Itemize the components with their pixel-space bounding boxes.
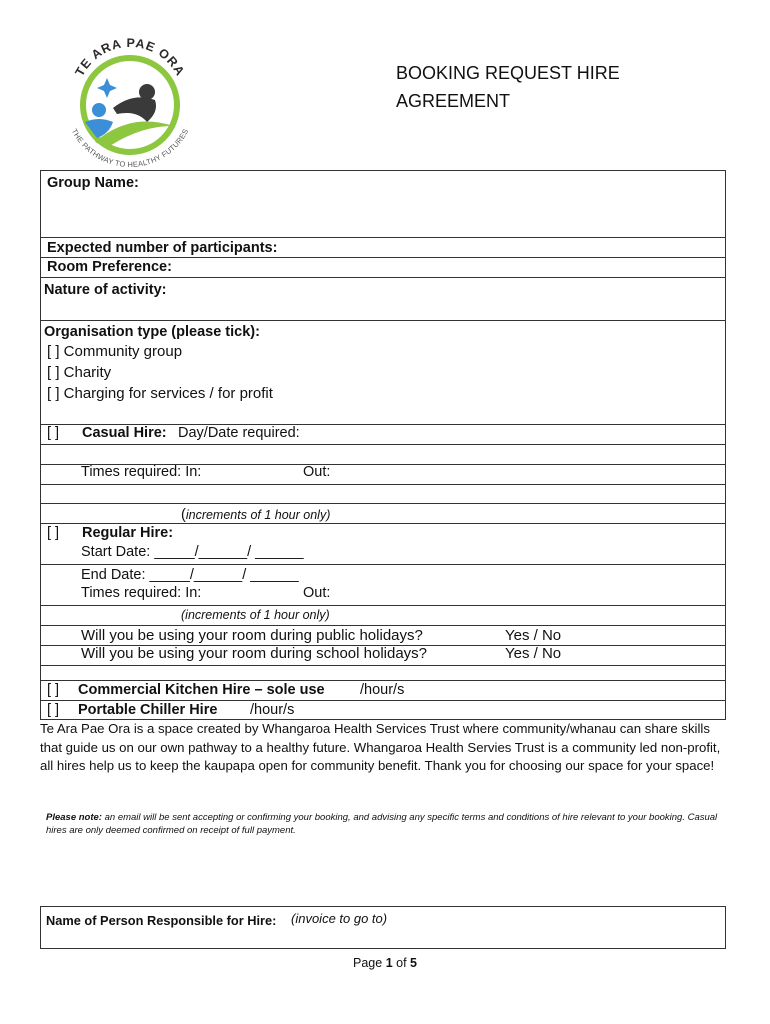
chiller-hire-rate: /hour/s [250, 702, 295, 718]
kitchen-hire-label: Commercial Kitchen Hire – sole use [78, 682, 325, 698]
te-ara-pae-ora-logo [55, 30, 205, 170]
kitchen-hire-checkbox[interactable]: [ ] [47, 682, 60, 698]
row-divider [40, 237, 726, 238]
end-date-field[interactable]: End Date: _____/______/ ______ [81, 567, 299, 583]
figure-head-blue [92, 103, 106, 117]
logo-arc-top: TE ARA PAE ORA [72, 35, 188, 79]
regular-hire-label: Regular Hire: [82, 525, 174, 541]
casual-times-out-label: Out: [303, 464, 331, 480]
casual-hire-label: Casual Hire: [82, 425, 167, 441]
participants-label: Expected number of participants: [47, 240, 278, 256]
figure-body-dark [113, 97, 156, 122]
nature-of-activity-label: Nature of activity: [44, 282, 167, 298]
casual-hire-checkbox[interactable]: [ ] [47, 425, 60, 441]
school-holidays-question: Will you be using your room during school holidays? [81, 645, 428, 662]
casual-times-in-label: Times required: In: [81, 464, 202, 480]
group-name-label: Group Name: [47, 175, 139, 191]
row-divider [40, 503, 726, 504]
school-holidays-yes-no[interactable]: Yes / No [505, 645, 562, 662]
casual-increments-note: (increments of 1 hour only) [181, 507, 331, 523]
kitchen-hire-rate: /hour/s [360, 682, 405, 698]
chiller-hire-checkbox[interactable]: [ ] [47, 702, 60, 718]
row-divider [40, 320, 726, 321]
star-icon [97, 78, 117, 98]
regular-increments-note: (increments of 1 hour only) [181, 608, 330, 622]
logo-arc-bottom: THE PATHWAY TO HEALTHY FUTURES [69, 127, 191, 170]
regular-times-out-label: Out: [303, 585, 331, 601]
row-divider [40, 665, 726, 666]
row-divider [40, 625, 726, 626]
page-footer: Page 1 of 5 [353, 956, 417, 970]
organisation-type-label: Organisation type (please tick): [44, 324, 260, 340]
room-preference-label: Room Preference: [47, 259, 172, 275]
start-date-field[interactable]: Start Date: _____/______/ ______ [81, 544, 304, 560]
invoice-hint: (invoice to go to) [291, 911, 388, 926]
casual-day-date-label: Day/Date required: [178, 425, 300, 441]
row-divider [40, 605, 726, 606]
row-divider [40, 444, 726, 445]
public-holidays-yes-no[interactable]: Yes / No [505, 627, 562, 644]
row-divider [40, 564, 726, 565]
org-option-charity[interactable]: [ ] Charity [47, 364, 112, 381]
responsible-person-label: Name of Person Responsible for Hire: [46, 913, 277, 928]
row-divider [40, 484, 726, 485]
about-paragraph: Te Ara Pae Ora is a space created by Whangaroa Health Services Trust where community/whanau can share skills that guide us on our own pathway to a healthy future. Whangaroa Health Servies Trust is a community led non-profit, all hires help us to keep the kaupapa open for community benefit. Thank you for choosing our space for your space! [40, 721, 721, 773]
row-divider [40, 277, 726, 278]
please-note: Please note: an email will be sent accepting or confirming your booking, and advising any specific terms and conditions of hire relevant to your booking. Casual hires are only deemed confirmed on receipt of full payment. [46, 812, 718, 836]
document-title-line1: BOOKING REQUEST HIRE [396, 63, 620, 83]
public-holidays-question: Will you be using your room during public holidays? [81, 627, 423, 644]
org-option-profit[interactable]: [ ] Charging for services / for profit [47, 385, 273, 402]
regular-hire-checkbox[interactable]: [ ] [47, 525, 60, 541]
chiller-hire-label: Portable Chiller Hire [78, 702, 218, 718]
document-title-line2: AGREEMENT [396, 91, 511, 111]
regular-times-in-label: Times required: In: [81, 585, 202, 601]
org-option-community[interactable]: [ ] Community group [47, 343, 183, 360]
